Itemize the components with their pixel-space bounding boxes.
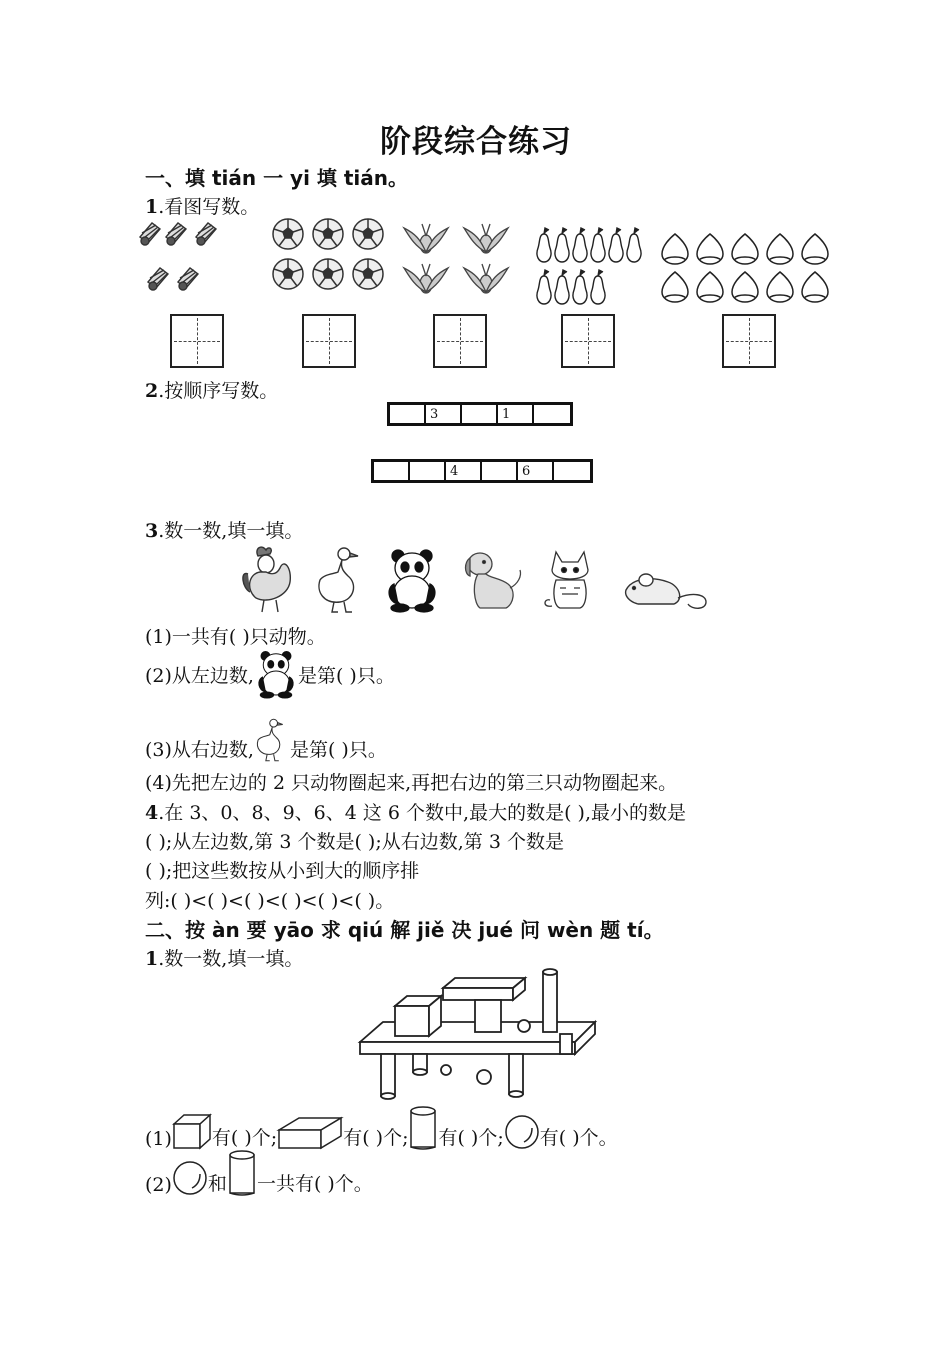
section-2-heading: 二、按 àn 要 yāo 求 qiú 解 jiě 决 jué 问 wèn 题 tí。 bbox=[145, 918, 664, 942]
s2-q1-p1-cylinder: 有( )个; bbox=[438, 1127, 504, 1149]
q4-line-3: ( );把这些数按从小到大的顺序排 bbox=[145, 860, 420, 882]
answer-box[interactable] bbox=[561, 314, 615, 368]
s2-q1-p2-total: 一共有( )个。 bbox=[256, 1173, 373, 1195]
q4-line-4: 列:( )<( )<( )<( )<( )<( )。 bbox=[145, 890, 395, 912]
goose-icon bbox=[254, 718, 290, 762]
sequence-row-1 bbox=[387, 402, 573, 426]
sequence-cell: 1 bbox=[498, 405, 534, 423]
peach-group bbox=[660, 232, 840, 304]
rooster-icon bbox=[240, 544, 300, 614]
s2-q1-number: 1 bbox=[145, 948, 159, 970]
q3-part-2-suffix: 是第( )只。 bbox=[297, 664, 395, 687]
sequence-cell[interactable] bbox=[374, 462, 410, 480]
soccer-ball-group bbox=[272, 218, 392, 298]
sequence-cell[interactable] bbox=[554, 462, 590, 480]
pear-group bbox=[535, 228, 645, 308]
q2-heading bbox=[145, 376, 278, 403]
q3-part-3-prefix: (3)从右边数, bbox=[145, 739, 254, 761]
cuboid-icon bbox=[277, 1116, 343, 1150]
s2-q1-p2-prefix: (2) bbox=[145, 1174, 172, 1196]
sequence-cell: 3 bbox=[426, 405, 462, 423]
shuttlecock-group bbox=[140, 215, 260, 305]
shapes-table-figure bbox=[355, 964, 605, 1104]
answer-box[interactable] bbox=[433, 314, 487, 368]
q4-line-2: ( );从左边数,第 3 个数是( );从右边数,第 3 个数是 bbox=[145, 831, 564, 853]
q3-heading bbox=[145, 516, 303, 543]
q4-number: 4 bbox=[145, 802, 159, 824]
sphere-icon bbox=[504, 1114, 540, 1150]
q2-text: .按顺序写数。 bbox=[158, 380, 279, 402]
sequence-cell[interactable] bbox=[534, 405, 570, 423]
q4-line-1 bbox=[145, 798, 686, 825]
mouse-icon bbox=[622, 572, 712, 612]
q3-part-2-prefix: (2)从左边数, bbox=[145, 664, 254, 687]
section-1-heading: 一、填 tián 一 yi 填 tián。 bbox=[145, 166, 409, 190]
answer-box[interactable] bbox=[722, 314, 776, 368]
s2-q1-part-2 bbox=[145, 1148, 373, 1196]
s2-q1-p2-and: 和 bbox=[207, 1173, 227, 1195]
s2-q1-part-1 bbox=[145, 1104, 618, 1150]
cylinder-icon bbox=[408, 1106, 438, 1150]
answer-box[interactable] bbox=[170, 314, 224, 368]
sequence-cell: 4 bbox=[446, 462, 482, 480]
q1-text: .看图写数。 bbox=[158, 196, 260, 218]
dog-icon bbox=[462, 548, 524, 612]
q3-part-4: (4)先把左边的 2 只动物圈起来,再把右边的第三只动物圈起来。 bbox=[145, 772, 678, 794]
q3-part-3 bbox=[145, 718, 387, 762]
s2-q1-p1-cube: 有( )个; bbox=[211, 1127, 278, 1149]
q2-number: 2 bbox=[145, 380, 159, 402]
sequence-cell[interactable] bbox=[390, 405, 426, 423]
sphere-icon bbox=[172, 1160, 208, 1196]
s2-q1-p1-sphere: 有( )个。 bbox=[539, 1127, 618, 1149]
cat-icon bbox=[542, 548, 602, 612]
s2-q1-p1-prefix: (1) bbox=[145, 1128, 172, 1150]
sequence-cell: 6 bbox=[518, 462, 554, 480]
corn-group bbox=[404, 222, 519, 302]
s2-q1-p1-cuboid: 有( )个; bbox=[343, 1127, 409, 1149]
q3-part-1: (1)一共有( )只动物。 bbox=[145, 626, 326, 648]
sequence-cell[interactable] bbox=[462, 405, 498, 423]
s2-q1-heading bbox=[145, 944, 303, 971]
q3-number: 3 bbox=[145, 520, 159, 542]
s2-q1-text: .数一数,填一填。 bbox=[158, 948, 304, 970]
q3-part-2 bbox=[145, 650, 395, 698]
panda-icon bbox=[384, 548, 440, 612]
q3-text: .数一数,填一填。 bbox=[158, 520, 304, 542]
q3-part-3-suffix: 是第( )只。 bbox=[289, 739, 387, 761]
goose-icon bbox=[314, 546, 369, 614]
panda-icon bbox=[254, 650, 298, 698]
answer-box[interactable] bbox=[302, 314, 356, 368]
page-title: 阶段综合练习 bbox=[380, 124, 572, 160]
cylinder-icon bbox=[227, 1150, 257, 1196]
sequence-cell[interactable] bbox=[482, 462, 518, 480]
q1-number: 1 bbox=[145, 196, 159, 218]
q4-text-1: .在 3、0、8、9、6、4 这 6 个数中,最大的数是( ),最小的数是 bbox=[158, 802, 686, 824]
cube-icon bbox=[172, 1112, 212, 1150]
sequence-row-2 bbox=[371, 459, 593, 483]
sequence-cell[interactable] bbox=[410, 462, 446, 480]
